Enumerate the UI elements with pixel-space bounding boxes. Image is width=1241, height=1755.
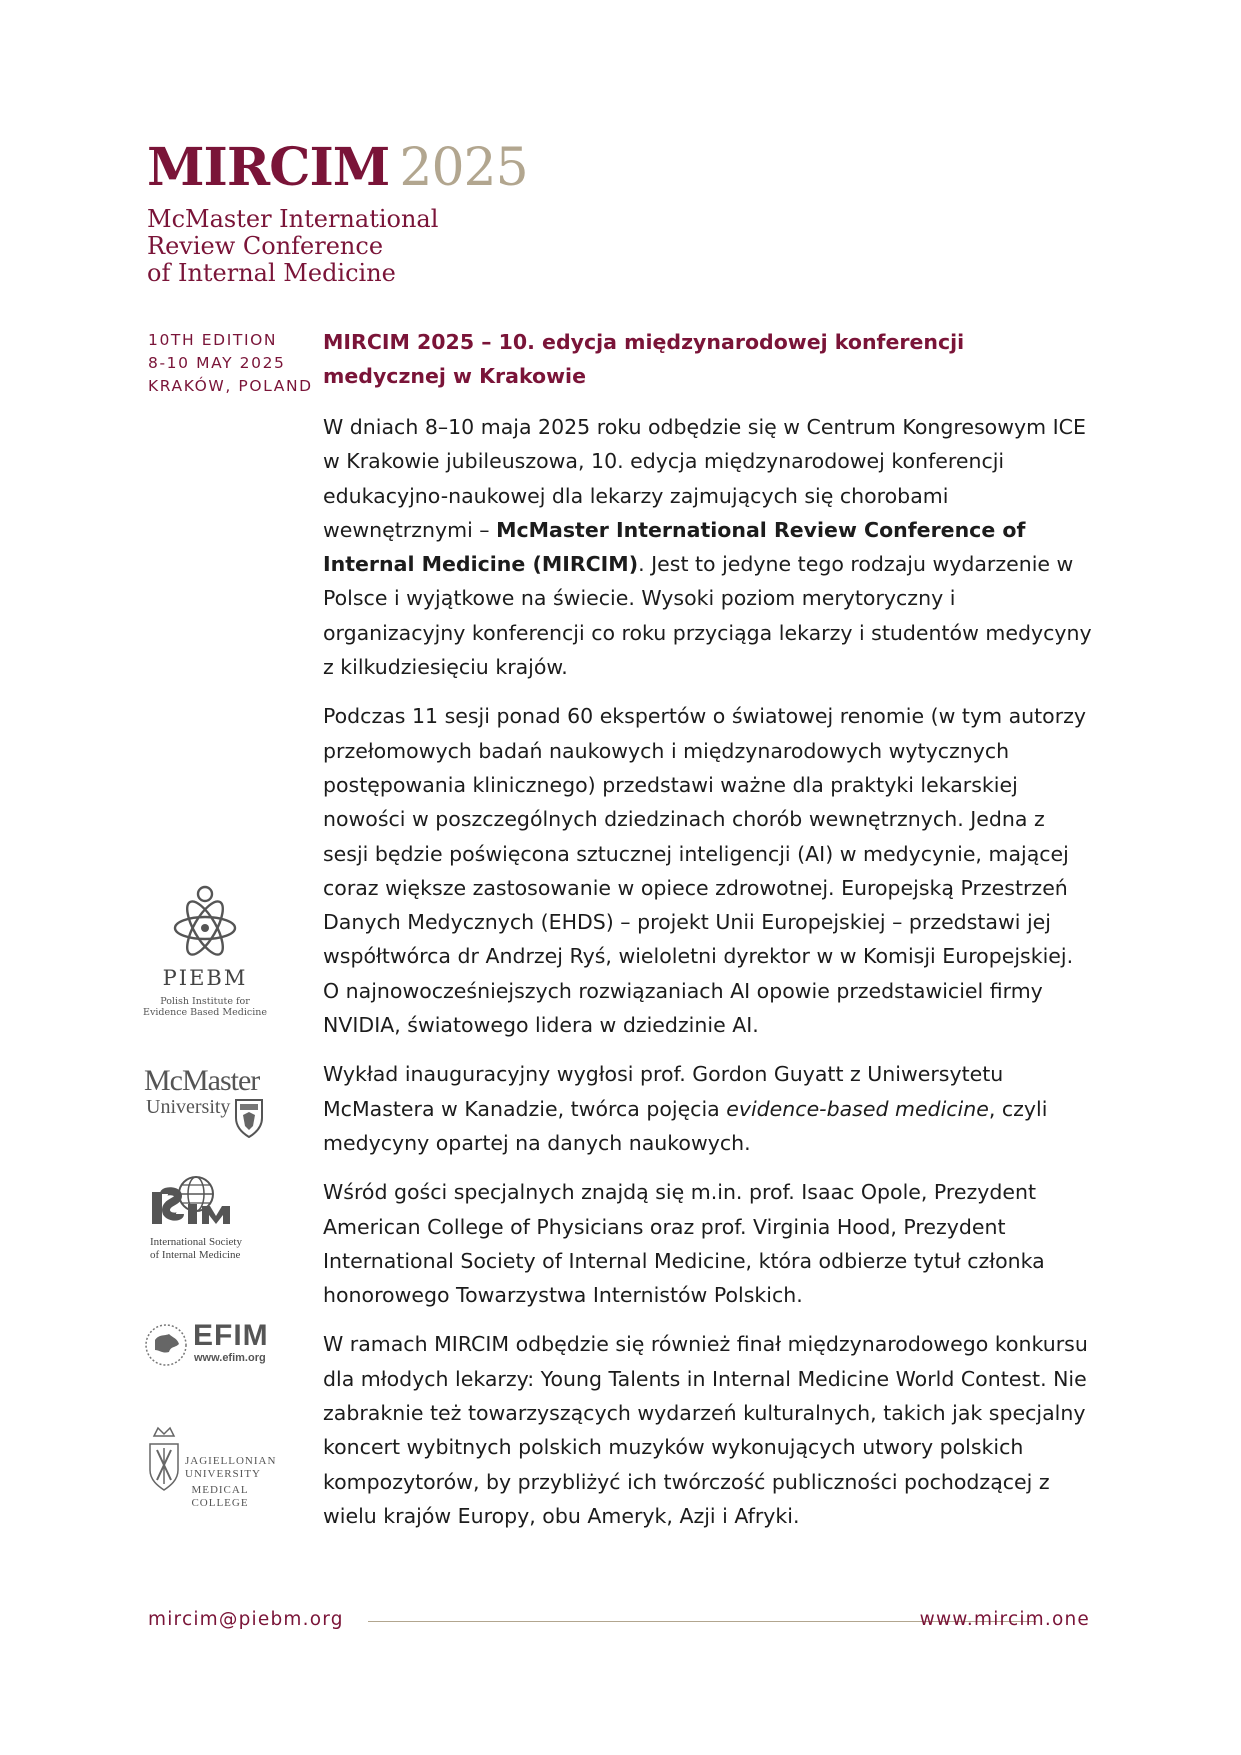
- jagiellonian-line: UNIVERSITY: [185, 1467, 261, 1480]
- mcmaster-university: University: [146, 1096, 231, 1118]
- paragraph-sessions: Podczas 11 sesji ponad 60 ekspertów o światowej renomie (w tym autorzy przełomowych badań naukowych i międzynarodowych wytycznych postępowania klinicznego) przedstawi ważne dla praktyki lekarskiej nowości w poszczególnych dziedzinach chorób wewnętrznych. Jedna z sesji będzie poświęcona sztucznej inteligencji (AI) w medycynie, mającej coraz większe zastosowanie w opiece zdrowotnej. Europejską Przestrzeń Danych Medycznych (EHDS) – projekt Unii Europejskiej – przedstawi jej współtwórca dr Andrzej Ryś, wieloletni dyrektor w w Komisji Europejskiej. O najnowocześniejszych rozwiązaniach AI opowie przedstawiciel firmy NVIDIA, światowego lidera w dziedzinie AI.: [323, 704, 1087, 1038]
- logo-subtitle-line: Review Conference: [147, 232, 384, 260]
- jagiellonian-text: [185, 1455, 280, 1509]
- jagiellonian-crest-icon: [146, 1422, 182, 1498]
- piebm-name: PIEBM: [162, 966, 248, 990]
- jagiellonian-college-line: COLLEGE: [191, 1496, 249, 1509]
- paragraph-guests: Wśród gości specjalnych znajdą się m.in. prof. Isaac Opole, Prezydent American College of Physicians oraz prof. Virginia Hood, Prezydent International Society of Internal Medicine, która odbierze tytuł członka honorowego Towarzystwa Internistów Polskich.: [323, 1180, 1045, 1308]
- piebm-logo: [130, 882, 280, 1018]
- logo-subtitle: [147, 206, 528, 287]
- piebm-atom-icon: [167, 882, 243, 958]
- paragraph-intro: [323, 410, 1093, 684]
- isim-globe-icon: [150, 1172, 260, 1228]
- paragraph-text: , czyli medycyny opartej na danych naukowych.: [323, 1096, 1048, 1155]
- article-headline: MIRCIM 2025 – 10. edycja międzynarodowej konferencji medycznej w Krakowie: [323, 330, 965, 388]
- dates-label: 8-10 MAY 2025: [148, 354, 286, 372]
- piebm-subtitle-line: Polish Institute for: [160, 996, 250, 1007]
- article-body: [323, 325, 1093, 1533]
- paragraph-text: W dniach 8–10 maja 2025 roku odbędzie się w Centrum Kongresowym ICE w Krakowie jubileuszowa, 10. edycja międzynarodowej konferencji edukacyjno-naukowej dla lekarzy zajmujących się chorobami wewnętrznymi –: [323, 415, 1086, 542]
- footer-website-link[interactable]: www.mircim.one: [919, 1609, 1090, 1630]
- mcmaster-name: McMaster: [144, 1064, 260, 1097]
- mcmaster-crest-icon: [234, 1098, 264, 1138]
- paragraph-text: Wykład inauguracyjny wygłosi prof. Gordon Guyatt z Uniwersytetu McMastera w Kanadzie, twórca pojęcia: [323, 1062, 1004, 1121]
- piebm-subtitle: [130, 996, 280, 1018]
- piebm-subtitle-line: Evidence Based Medicine: [143, 1007, 267, 1018]
- efim-url: www.efim.org: [194, 1352, 266, 1364]
- jagiellonian-line: JAGIELLONIAN: [185, 1455, 277, 1467]
- paragraph-text: . Jest to jedyne tego rodzaju wydarzenie w Polsce i wyjątkowe na świecie. Wysoki poziom merytoryczny i organizacyjny konferencji co roku przyciąga lekarzy i studentów medycyny z kilkudziesięciu krajów.: [323, 552, 1092, 680]
- logo-subtitle-line: McMaster International: [147, 205, 439, 233]
- logo-name: MIRCIM: [147, 137, 390, 198]
- logo-year: 2025: [399, 138, 528, 198]
- edition-label: 10TH EDITION: [148, 331, 278, 349]
- conference-full-name: McMaster International Review Conference of Internal Medicine (MIRCIM): [323, 517, 1026, 577]
- mcmaster-logo: [144, 1066, 274, 1138]
- location-label: KRAKÓW, POLAND: [148, 377, 313, 395]
- isim-logo: [150, 1172, 280, 1262]
- isim-subtitle: [150, 1236, 280, 1262]
- page-footer: [148, 1609, 1090, 1633]
- efim-logo: [143, 1320, 273, 1370]
- event-meta: [148, 329, 313, 398]
- jagiellonian-college-line: MEDICAL: [191, 1484, 249, 1496]
- efim-globe-icon: [143, 1322, 189, 1368]
- isim-subtitle-line: International Society: [150, 1236, 242, 1248]
- emphasis-term: evidence-based medicine: [726, 1096, 989, 1121]
- logo-subtitle-line: of Internal Medicine: [147, 259, 396, 287]
- footer-email-link[interactable]: mircim@piebm.org: [148, 1609, 344, 1630]
- jagiellonian-logo: [146, 1422, 277, 1509]
- paragraph-events: W ramach MIRCIM odbędzie się również finał międzynarodowego konkursu dla młodych lekarzy: Young Talents in Internal Medicine World Contest. Nie zabraknie też towarzyszących wydarzeń kulturalnych, takich jak specjalny koncert wybitnych polskich muzyków wykonujących utwory polskich kompozytorów, by przybliżyć ich twórczość publiczności pochodzącej z wielu krajów Europy, obu Ameryk, Azji i Afryki.: [323, 1332, 1088, 1528]
- paragraph-keynote: [323, 1057, 1093, 1160]
- logo-title: [147, 137, 528, 198]
- efim-name: EFIM: [193, 1319, 269, 1352]
- conference-logo: [147, 137, 528, 287]
- isim-subtitle-line: of Internal Medicine: [150, 1249, 241, 1261]
